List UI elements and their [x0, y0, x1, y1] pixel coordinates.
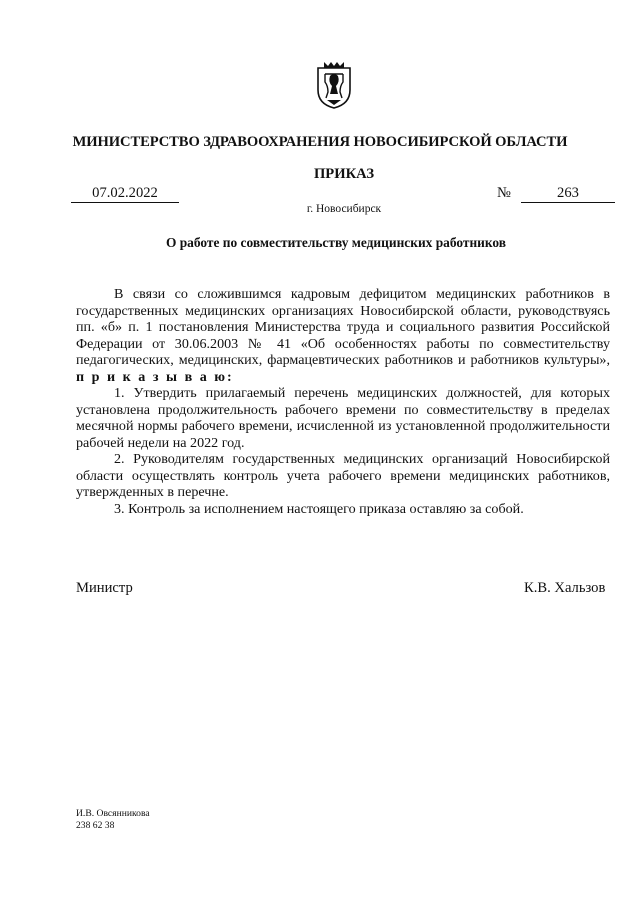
order-body	[76, 286, 610, 517]
city: г. Новосибирск	[306, 203, 382, 215]
preamble-paragraph	[76, 286, 610, 385]
order-number: 263	[521, 184, 615, 203]
executor-info	[76, 808, 150, 832]
order-directive: п р и к а з ы в а ю:	[76, 368, 234, 385]
order-date: 07.02.2022	[71, 184, 179, 203]
order-subject: О работе по совместительству медицинских работников	[165, 235, 507, 250]
coat-of-arms-icon	[316, 60, 352, 110]
executor-phone: 238 62 38	[76, 820, 115, 831]
preamble-text: В связи со сложившимся кадровым дефицитом медицинских работников в государственных медицинских организациях Новосибирской области, руководствуясь пп. «б» п. 1 постановления Министерства труда и социального развития Российской Федерации от 30.06.2003 № 41 «Об особенностях работы по совместительству педагогических, медицинских, фармацевтических работников и работников культуры»,	[76, 286, 610, 368]
clause-3: 3. Контроль за исполнением настоящего приказа оставляю за собой.	[114, 500, 524, 517]
executor-name: И.В. Овсянникова	[76, 808, 150, 819]
clause-2: 2. Руководителям государственных медицинских организаций Новосибирской области осуществлять контроль учета рабочего времени медицинских работников, утвержденных в перечне.	[76, 451, 610, 500]
number-sign: №	[497, 185, 511, 201]
signatory-name: К.В. Хальзов	[524, 580, 606, 596]
clause-1: 1. Утвердить прилагаемый перечень медицинских должностей, для которых установлена продолжительность рабочего времени по совместительству в пределах месячной нормы рабочего времени, исчисленной из установленной продолжительности рабочей недели на 2022 год.	[76, 385, 610, 451]
ministry-name: МИНИСТЕРСТВО ЗДРАВООХРАНЕНИЯ НОВОСИБИРСКОЙ ОБЛАСТИ	[72, 134, 568, 150]
signatory-position: Министр	[76, 580, 133, 596]
document-type: ПРИКАЗ	[313, 166, 375, 182]
